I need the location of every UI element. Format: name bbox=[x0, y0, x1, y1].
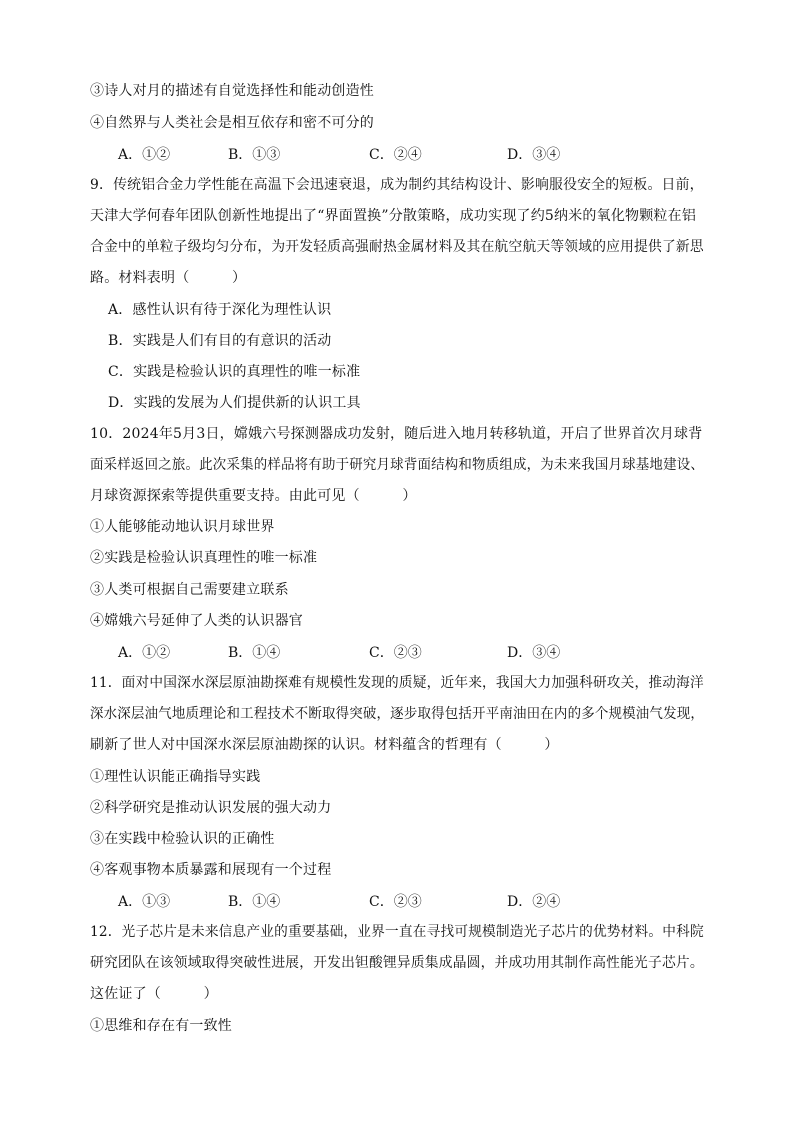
q12-item-1: ①思维和存在有一致性 bbox=[90, 1018, 232, 1034]
q11-item-4: ④客观事物本质暴露和展现有一个过程 bbox=[90, 862, 332, 878]
q11-stem-line-3: 刷新了世人对中国深水深层原油勘探的认识。材料蕴含的哲理有（ ） bbox=[90, 737, 559, 753]
q10-item-4: ④嫦娥六号延伸了人类的认识器官 bbox=[90, 613, 303, 629]
q11-item-3: ③在实践中检验认识的正确性 bbox=[90, 831, 275, 847]
q10-stem-line-1: 10．2024年5月3日，嫦娥六号探测器成功发射，随后进入地月转移轨道，开启了世界首次月球背 bbox=[90, 426, 703, 442]
q11-stem-line-2: 深水深层油气地质理论和工程技术不断取得突破，逐步取得包括开平南油田在内的多个规模油气发现， bbox=[90, 706, 705, 722]
q10-option-a: A．①② bbox=[118, 645, 171, 661]
q9-stem-line-4: 路。材料表明（ ） bbox=[90, 270, 247, 286]
q10-item-1: ①人能够能动地认识月球世界 bbox=[90, 519, 275, 535]
q9-stem-line-1: 9．传统铝合金力学性能在高温下会迅速衰退，成为制约其结构设计、影响服役安全的短板。日前， bbox=[90, 177, 704, 193]
q12-stem-line-3: 这佐证了（ ） bbox=[90, 986, 218, 1002]
q10-item-3: ③人类可根据自己需要建立联系 bbox=[90, 582, 289, 598]
q10-options bbox=[0, 643, 794, 663]
q9-stem-line-3: 合金中的单粒子级均匀分布，为开发轻质高强耐热金属材料及其在航空航天等领域的应用提供了新思 bbox=[90, 239, 704, 255]
q8-item-4: ④自然界与人类社会是相互依存和密不可分的 bbox=[90, 115, 374, 131]
q11-stem-line-1: 11．面对中国深水深层原油勘探难有规模性发现的质疑，近年来，我国大力加强科研攻关，推动海洋 bbox=[90, 675, 704, 691]
q10-option-d: D．③④ bbox=[507, 645, 561, 661]
q12-stem-line-1: 12．光子芯片是未来信息产业的重要基础，业界一直在寻找可规模制造光子芯片的优势材料。中科院 bbox=[90, 924, 704, 940]
q9-option-a: A．感性认识有待于深化为理性认识 bbox=[108, 302, 332, 318]
q8-option-a: A．①② bbox=[118, 147, 171, 163]
q10-stem-line-2: 面采样返回之旅。此次采集的样品将有助于研究月球背面结构和物质组成，为未来我国月球基地建设、 bbox=[90, 457, 705, 473]
q10-option-c: C．②③ bbox=[369, 645, 422, 661]
q9-option-c: C．实践是检验认识的真理性的唯一标准 bbox=[108, 364, 361, 380]
q10-stem-line-3: 月球资源探索等提供重要支持。由此可见（ ） bbox=[90, 488, 417, 504]
q11-option-d: D．②④ bbox=[507, 894, 561, 910]
q8-option-c: C．②④ bbox=[369, 147, 422, 163]
q11-item-1: ①理性认识能正确指导实践 bbox=[90, 769, 261, 785]
q8-option-d: D．③④ bbox=[507, 147, 561, 163]
q10-option-b: B．①④ bbox=[228, 645, 281, 661]
q11-option-c: C．②③ bbox=[369, 894, 422, 910]
q11-options bbox=[0, 892, 794, 912]
q9-option-d: D．实践的发展为人们提供新的认识工具 bbox=[108, 395, 361, 411]
q8-option-b: B．①③ bbox=[228, 147, 281, 163]
q9-option-b: B．实践是人们有目的有意识的活动 bbox=[108, 333, 332, 349]
q8-options bbox=[0, 145, 794, 165]
q11-option-a: A．①③ bbox=[118, 894, 171, 910]
q12-stem-line-2: 研究团队在该领域取得突破性进展，开发出钽酸锂异质集成晶圆，并成功用其制作高性能光子芯片。 bbox=[90, 955, 704, 971]
q10-item-2: ②实践是检验认识真理性的唯一标准 bbox=[90, 550, 318, 566]
q9-stem-line-2: 天津大学何春年团队创新性地提出了“界面置换”分散策略，成功实现了约5纳米的氧化物颗粒在铝 bbox=[90, 208, 697, 224]
q11-item-2: ②科学研究是推动认识发展的强大动力 bbox=[90, 800, 332, 816]
q11-option-b: B．①④ bbox=[228, 894, 281, 910]
q8-item-3: ③诗人对月的描述有自觉选择性和能动创造性 bbox=[90, 83, 374, 99]
